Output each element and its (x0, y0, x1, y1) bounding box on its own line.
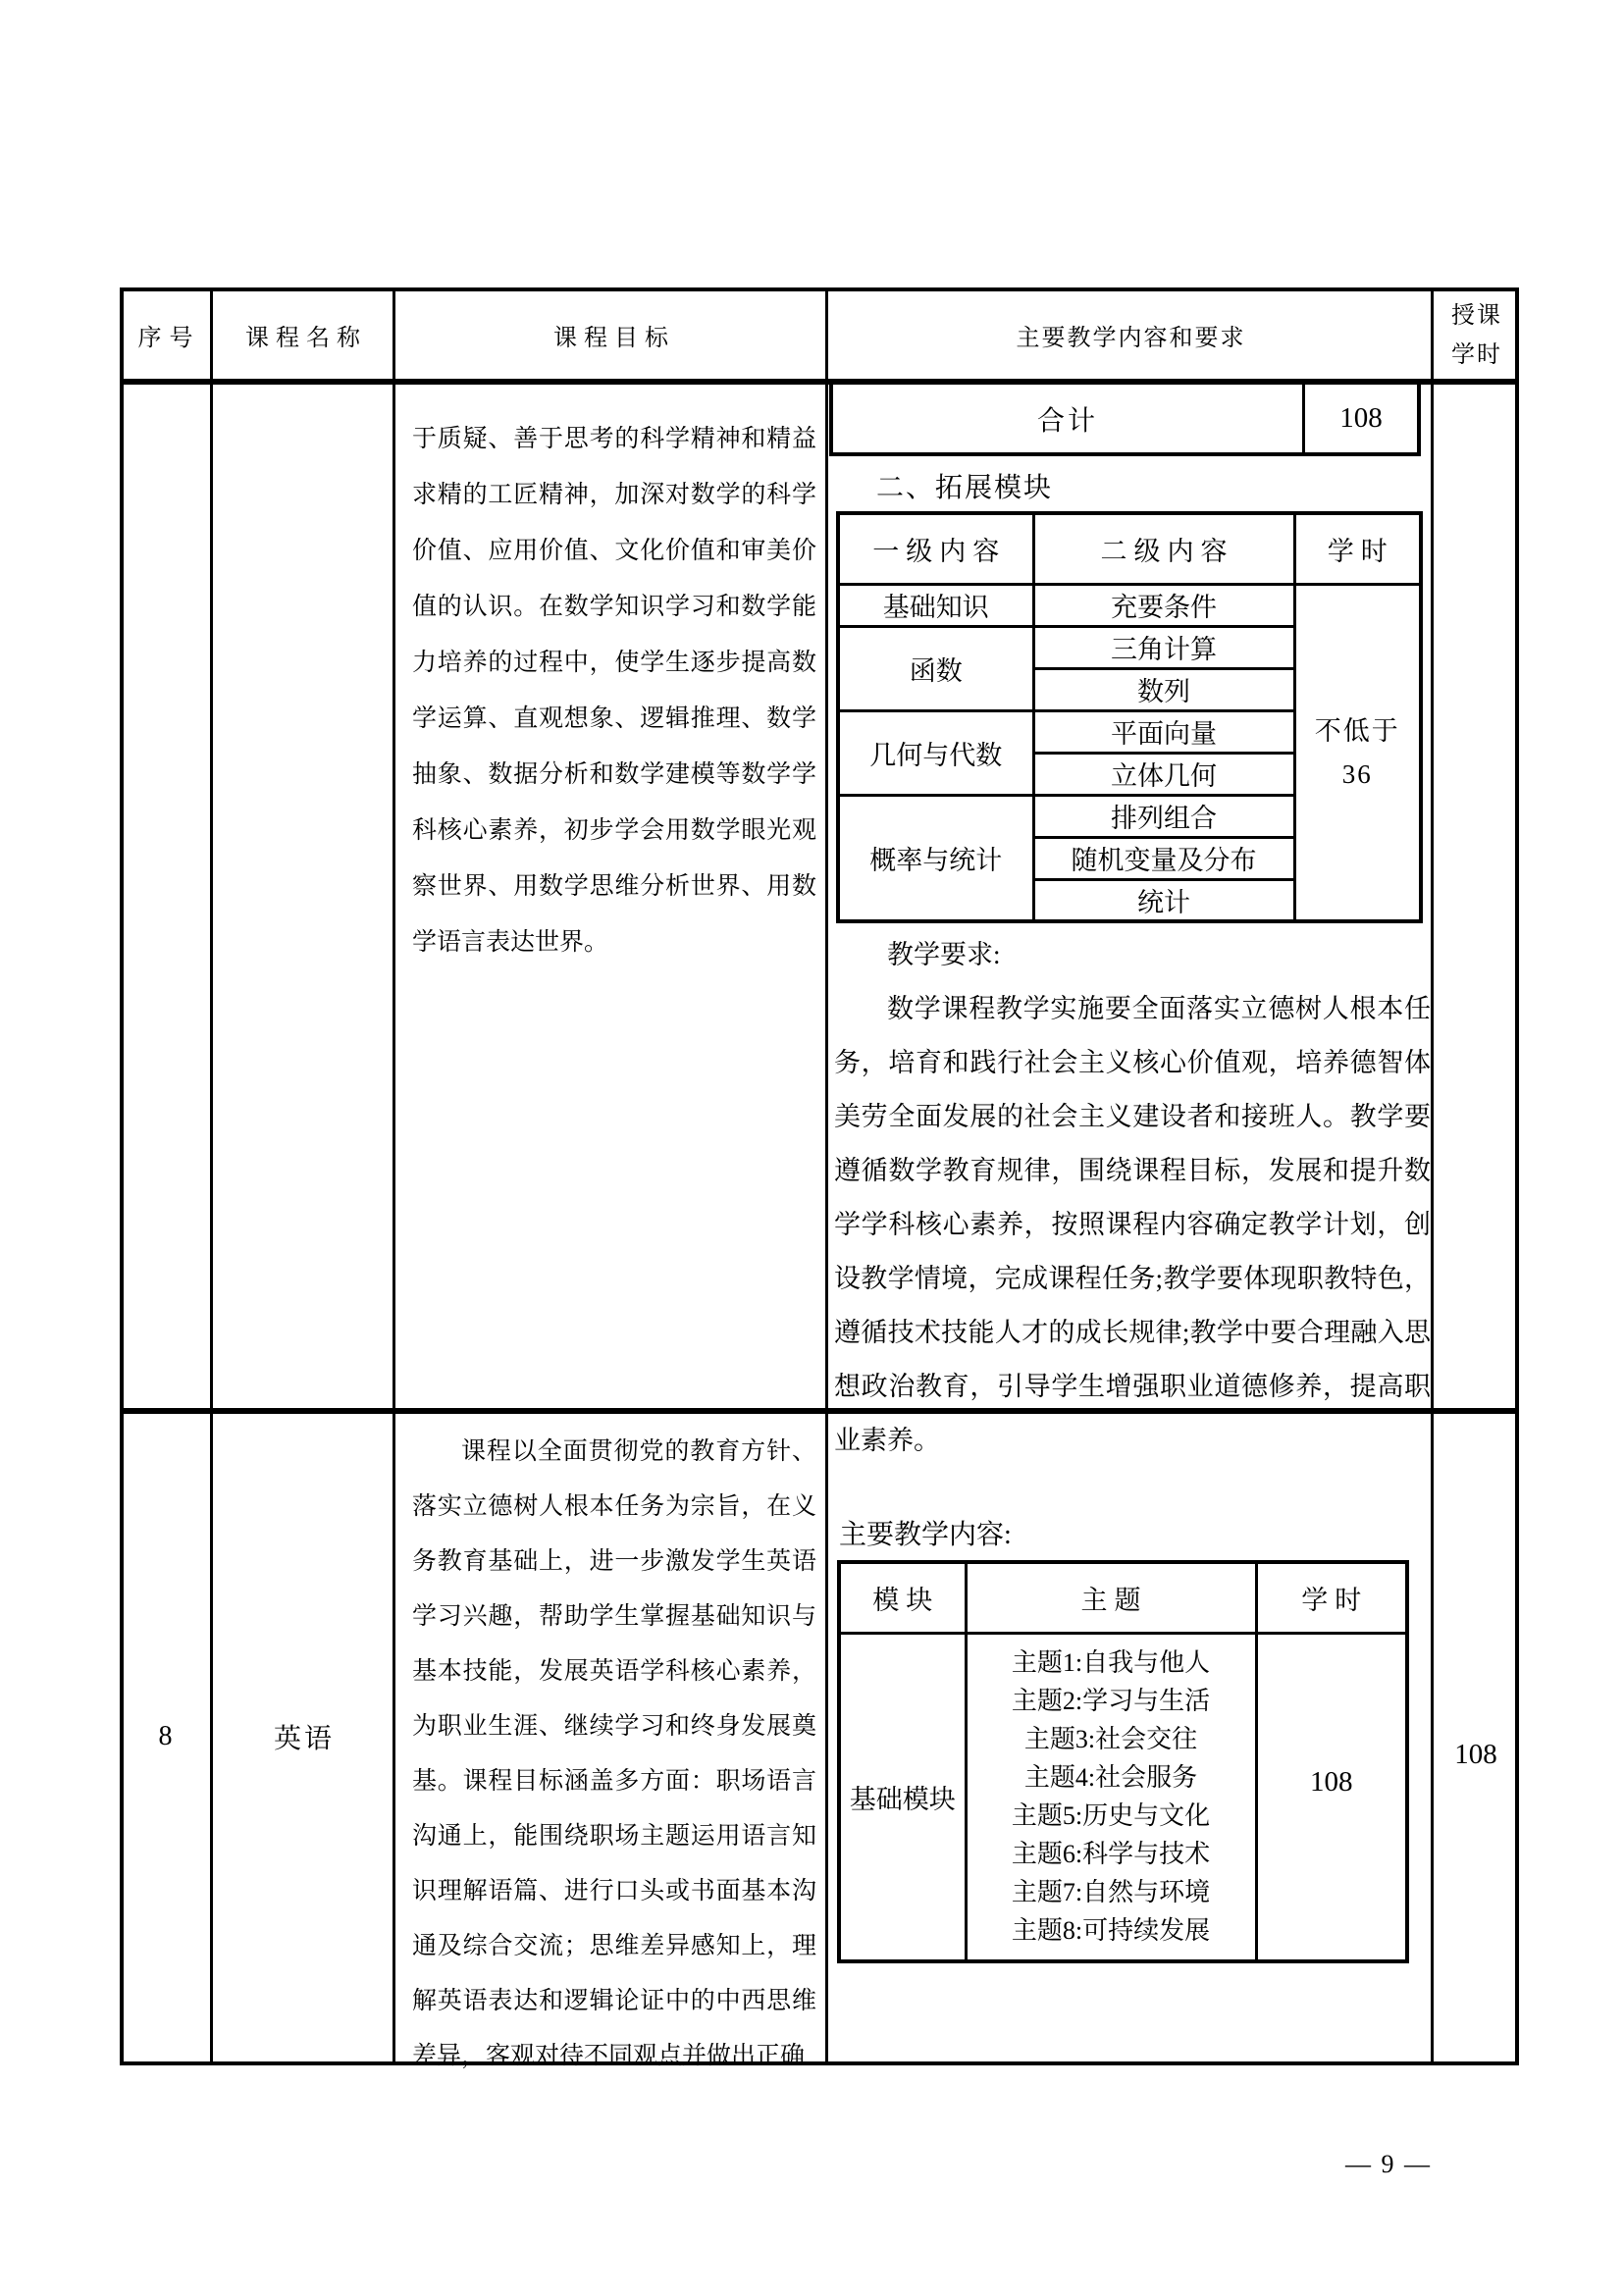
expand-header-level2: 二级内容 (1033, 513, 1294, 584)
table-row (838, 584, 1421, 626)
expand-header-level1: 一级内容 (838, 513, 1033, 584)
theme-item: 主题7:自然与环境 (1011, 1878, 1211, 1907)
expand-hours-merged-cell (1294, 584, 1421, 921)
level2-cell: 随机变量及分布 (1033, 837, 1294, 879)
english-course-name: 英语 (273, 1724, 335, 1754)
theme-item: 主题8:可持续发展 (1011, 1916, 1211, 1946)
english-objectives-text: 课程以全面贯彻党的教育方针、落实立德树人根本任务为宗旨，在义务教育基础上，进一步激发学生英语学习兴趣，帮助学生掌握基础知识与基本技能，发展英语学科核心素养，为职业生涯、继续学习和终身发展奠基。课程目标涵盖多方面：职场语言沟通上，能围绕职场主题运用语言知识理解语篇、进行口头或书面基本沟通及综合交流；思维差异感知上，理解英语表达和逻辑论证中的中西思维差异，客观对待不同观点并做出正确 (412, 1438, 816, 2069)
level2-cell: 充要条件 (1033, 584, 1294, 626)
hours-header: 学时 (1256, 1562, 1407, 1633)
header-course-name: 课程名称 (245, 326, 367, 351)
level1-cell: 概率与统计 (838, 795, 1033, 921)
expand-module-table (836, 511, 1423, 923)
module-hours-cell (1256, 1633, 1407, 1961)
level1-cell: 几何与代数 (838, 710, 1033, 795)
header-objectives: 课程目标 (553, 326, 675, 351)
module-table-header-row (839, 1562, 1407, 1633)
level2-cell: 排列组合 (1033, 795, 1294, 837)
header-content: 主要教学内容和要求 (1016, 326, 1246, 351)
english-module-table (837, 1560, 1409, 1963)
expand-module-title: 二、拓展模块 (876, 473, 1054, 503)
theme-item: 主题2:学习与生活 (1011, 1687, 1211, 1716)
english-seq: 8 (158, 1721, 173, 1751)
teaching-requirements (834, 928, 1431, 1468)
themes-cell (966, 1633, 1256, 1961)
column-divider-objectives (825, 291, 828, 2061)
module-hours-value: 108 (1310, 1766, 1353, 1799)
header-teach-hours (1433, 291, 1519, 379)
level2-cell: 统计 (1033, 879, 1294, 921)
module-table-body-row (839, 1633, 1407, 1961)
main-content-label: 主要教学内容: (839, 1520, 1012, 1550)
math-total-row (829, 381, 1421, 456)
header-teach-hours-line1: 授课 (1451, 302, 1502, 329)
hours-min-label: 不低于 (1314, 715, 1400, 746)
expand-table-header-row (838, 513, 1421, 584)
theme-header: 主题 (966, 1562, 1256, 1633)
module-header: 模块 (839, 1562, 966, 1633)
math-objectives-text: 于质疑、善于思考的科学精神和精益求精的工匠精神，加深对数学的科学价值、应用价值、文化价值和审美价值的认识。在数学知识学习和数学能力培养的过程中，使学生逐步提高数学运算、直观想象、逻辑推理、数学抽象、数据分析和数学建模等数学学科核心素养，初步学会用数学眼光观察世界、用数学思维分析世界、用数学语言表达世界。 (412, 426, 816, 956)
page-number: — 9 — (1345, 2150, 1432, 2178)
themes-list (968, 1643, 1255, 1950)
teaching-requirements-body: 数学课程教学实施要全面落实立德树人根本任务，培育和践行社会主义核心价值观，培养德智体美劳全面发展的社会主义建设者和接班人。教学要遵循数学教育规律，围绕课程目标，发展和提升数学学科核心素养，按照课程内容确定教学计划，创设教学情境，完成课程任务;教学要体现职教特色，遵循技术技能人才的成长规律;教学中要合理融入思想政治教育，引导学生增强职业道德修养，提高职业素养。 (834, 994, 1431, 1455)
theme-item: 主题3:社会交往 (1023, 1725, 1198, 1754)
level1-cell: 函数 (838, 626, 1033, 710)
level2-cell: 三角计算 (1033, 626, 1294, 668)
theme-item: 主题6:科学与技术 (1011, 1840, 1211, 1869)
column-divider-content (1431, 291, 1434, 2061)
total-label-cell: 合计 (1036, 405, 1098, 437)
hours-min-value: 36 (1341, 758, 1373, 789)
level2-cell: 平面向量 (1033, 710, 1294, 753)
theme-item: 主题5:历史与文化 (1011, 1801, 1211, 1831)
theme-item: 主题1:自我与他人 (1011, 1648, 1211, 1678)
level2-cell: 立体几何 (1033, 753, 1294, 795)
english-teach-hours: 108 (1454, 1738, 1497, 1770)
expand-header-hours: 学时 (1294, 513, 1421, 584)
theme-item: 主题4:社会服务 (1023, 1763, 1198, 1793)
header-seq: 序号 (137, 326, 201, 351)
teaching-requirements-title: 教学要求: (887, 940, 1001, 969)
header-teach-hours-line2: 学时 (1451, 341, 1502, 368)
module-name-cell: 基础模块 (839, 1633, 966, 1961)
total-hours-cell: 108 (1339, 402, 1383, 434)
level2-cell: 数列 (1033, 668, 1294, 710)
level1-cell: 基础知识 (838, 584, 1033, 626)
